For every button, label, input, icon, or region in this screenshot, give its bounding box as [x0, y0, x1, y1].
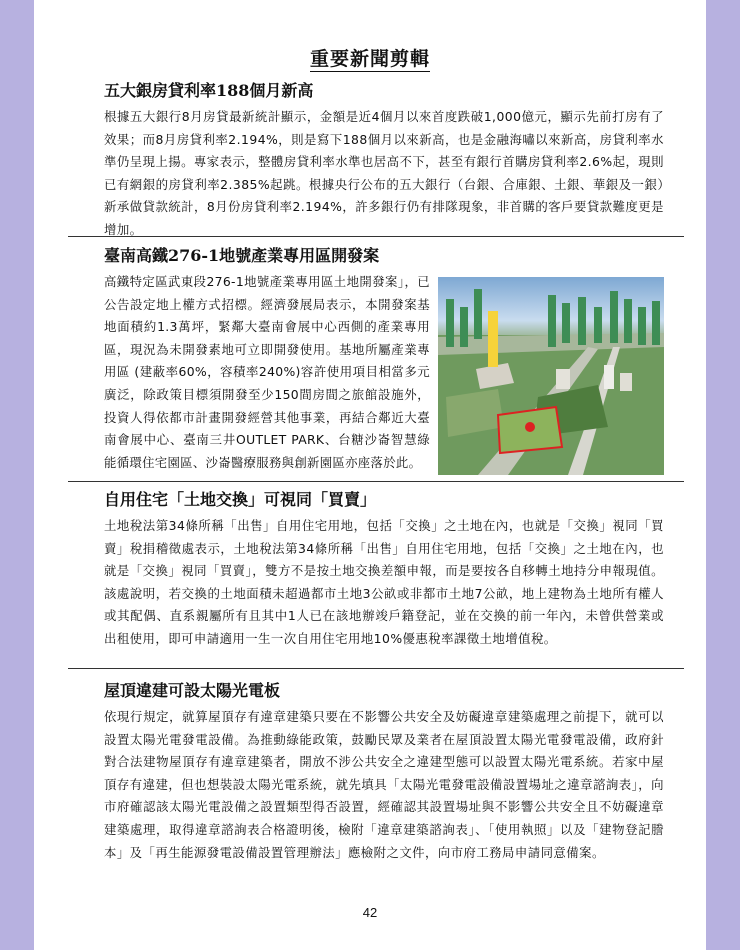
page-title: [34, 44, 706, 71]
article-body: 根據五大銀行8月房貸最新統計顯示，金額是近4個月以來首度跌破1,000億元，顯示先前打房有了效果；而8月房貸利率2.194%，則是寫下188個月以來新高，也是金融海嘯以來新高，房貸利率水準仍呈現上揚。專家表示，整體房貸利率水準也居高不下，甚至有銀行首購房貸利率2.6%起，現則已有網銀的房貸利率2.385%起跳。根據央行公布的五大銀行（台銀、合庫銀、土銀、華銀及一銀）新承做貸款統計，8月份房貸利率2.194%，許多銀行仍有排隊現象，非首購的客戶要貸款難度更是增加。: [104, 109, 664, 237]
article-headline: 臺南高鐵276-1地號產業專用區開發案: [104, 246, 380, 265]
divider: [68, 668, 684, 669]
aerial-illustration: [438, 277, 664, 475]
article-mortgage-rate: [104, 80, 664, 242]
page-number: 42: [362, 905, 378, 920]
article-body: 土地稅法第34條所稱「出售」自用住宅用地，包括「交換」之土地在內，也就是「交換」視同「買賣」稅捐稽徵處表示，土地稅法第34條所稱「出售」自用住宅用地，包括「交換」之土地在內，也就是「交換」視同「買賣」，雙方不是按土地交換差額申報，而是要按各自移轉土地持分申報現值。該處說明，若交換的土地面積未超過都市土地3公畝或非都市土地7公畝，地上建物為土地所有權人或其配偶、直系親屬所有且其中1人已在該地辦竣戶籍登記，並在交換的前一年內，未曾供營業或出租使用，即可申請適用一生一次自用住宅用地10%優惠稅率課徵土地增值稅。: [104, 518, 664, 646]
article-headline: 五大銀房貸利率188個月新高: [104, 81, 314, 100]
divider: [68, 236, 684, 237]
article-land-exchange: [104, 489, 664, 651]
article-tainan-hsr-development: [104, 245, 664, 475]
article-body: 依現行規定，就算屋頂存有違章建築只要在不影響公共安全及妨礙違章建築處理之前提下，就可以設置太陽光電發電設備。為推動綠能政策，鼓勵民眾及業者在屋頂設置太陽光電發電設備，政府針對合法建物屋頂存有違章建築者，開放不涉公共安全之違建型態可以設置太陽光電系統。若家中屋頂存有違建，但也想裝設太陽光電系統，就先填具「太陽光電發電設備設置場址之違章諮詢表」，向市府確認該太陽光電設備之設置類型得否設置，經確認其設置場址與不影響公共安全且不妨礙違章建築處理，取得違章諮詢表合格證明後，檢附「違章建築諮詢表」、「使用執照」以及「建物登記謄本」及「再生能源發電設備設置管理辦法」應檢附之文件，向市府工務局申請同意備案。: [104, 709, 664, 860]
article-headline: 自用住宅「土地交換」可視同「買賣」: [104, 490, 377, 509]
page: [34, 0, 706, 950]
article-rooftop-solar: [104, 680, 664, 864]
page-title-text: 重要新聞剪輯: [309, 48, 430, 70]
aerial-site-photo: [438, 277, 664, 475]
article-body: 高鐵特定區武東段276-1地號產業專用區土地開發案」，已公告設定地上權方式招標。經濟發展局表示，本開發案基地面積約1.3萬坪，緊鄰大臺南會展中心西側的產業專用區，現況為未開發素地可立即開發使用。基地所屬產業專用區 (建蔽率60%，容積率240%)容許使用項目相當多元廣泛，除政策目標須開發至少150間房間之旅館設施外，投資人得依都市計畫開發經營其他事業，再結合鄰近大臺南會展中心、臺南三井OUTLET PARK、台糖沙崙智慧綠能循環住宅園區、沙崙醫療服務與創新園區亦座落於此。: [104, 274, 430, 470]
article-headline: 屋頂違建可設太陽光電板: [104, 681, 281, 700]
divider: [68, 481, 684, 482]
